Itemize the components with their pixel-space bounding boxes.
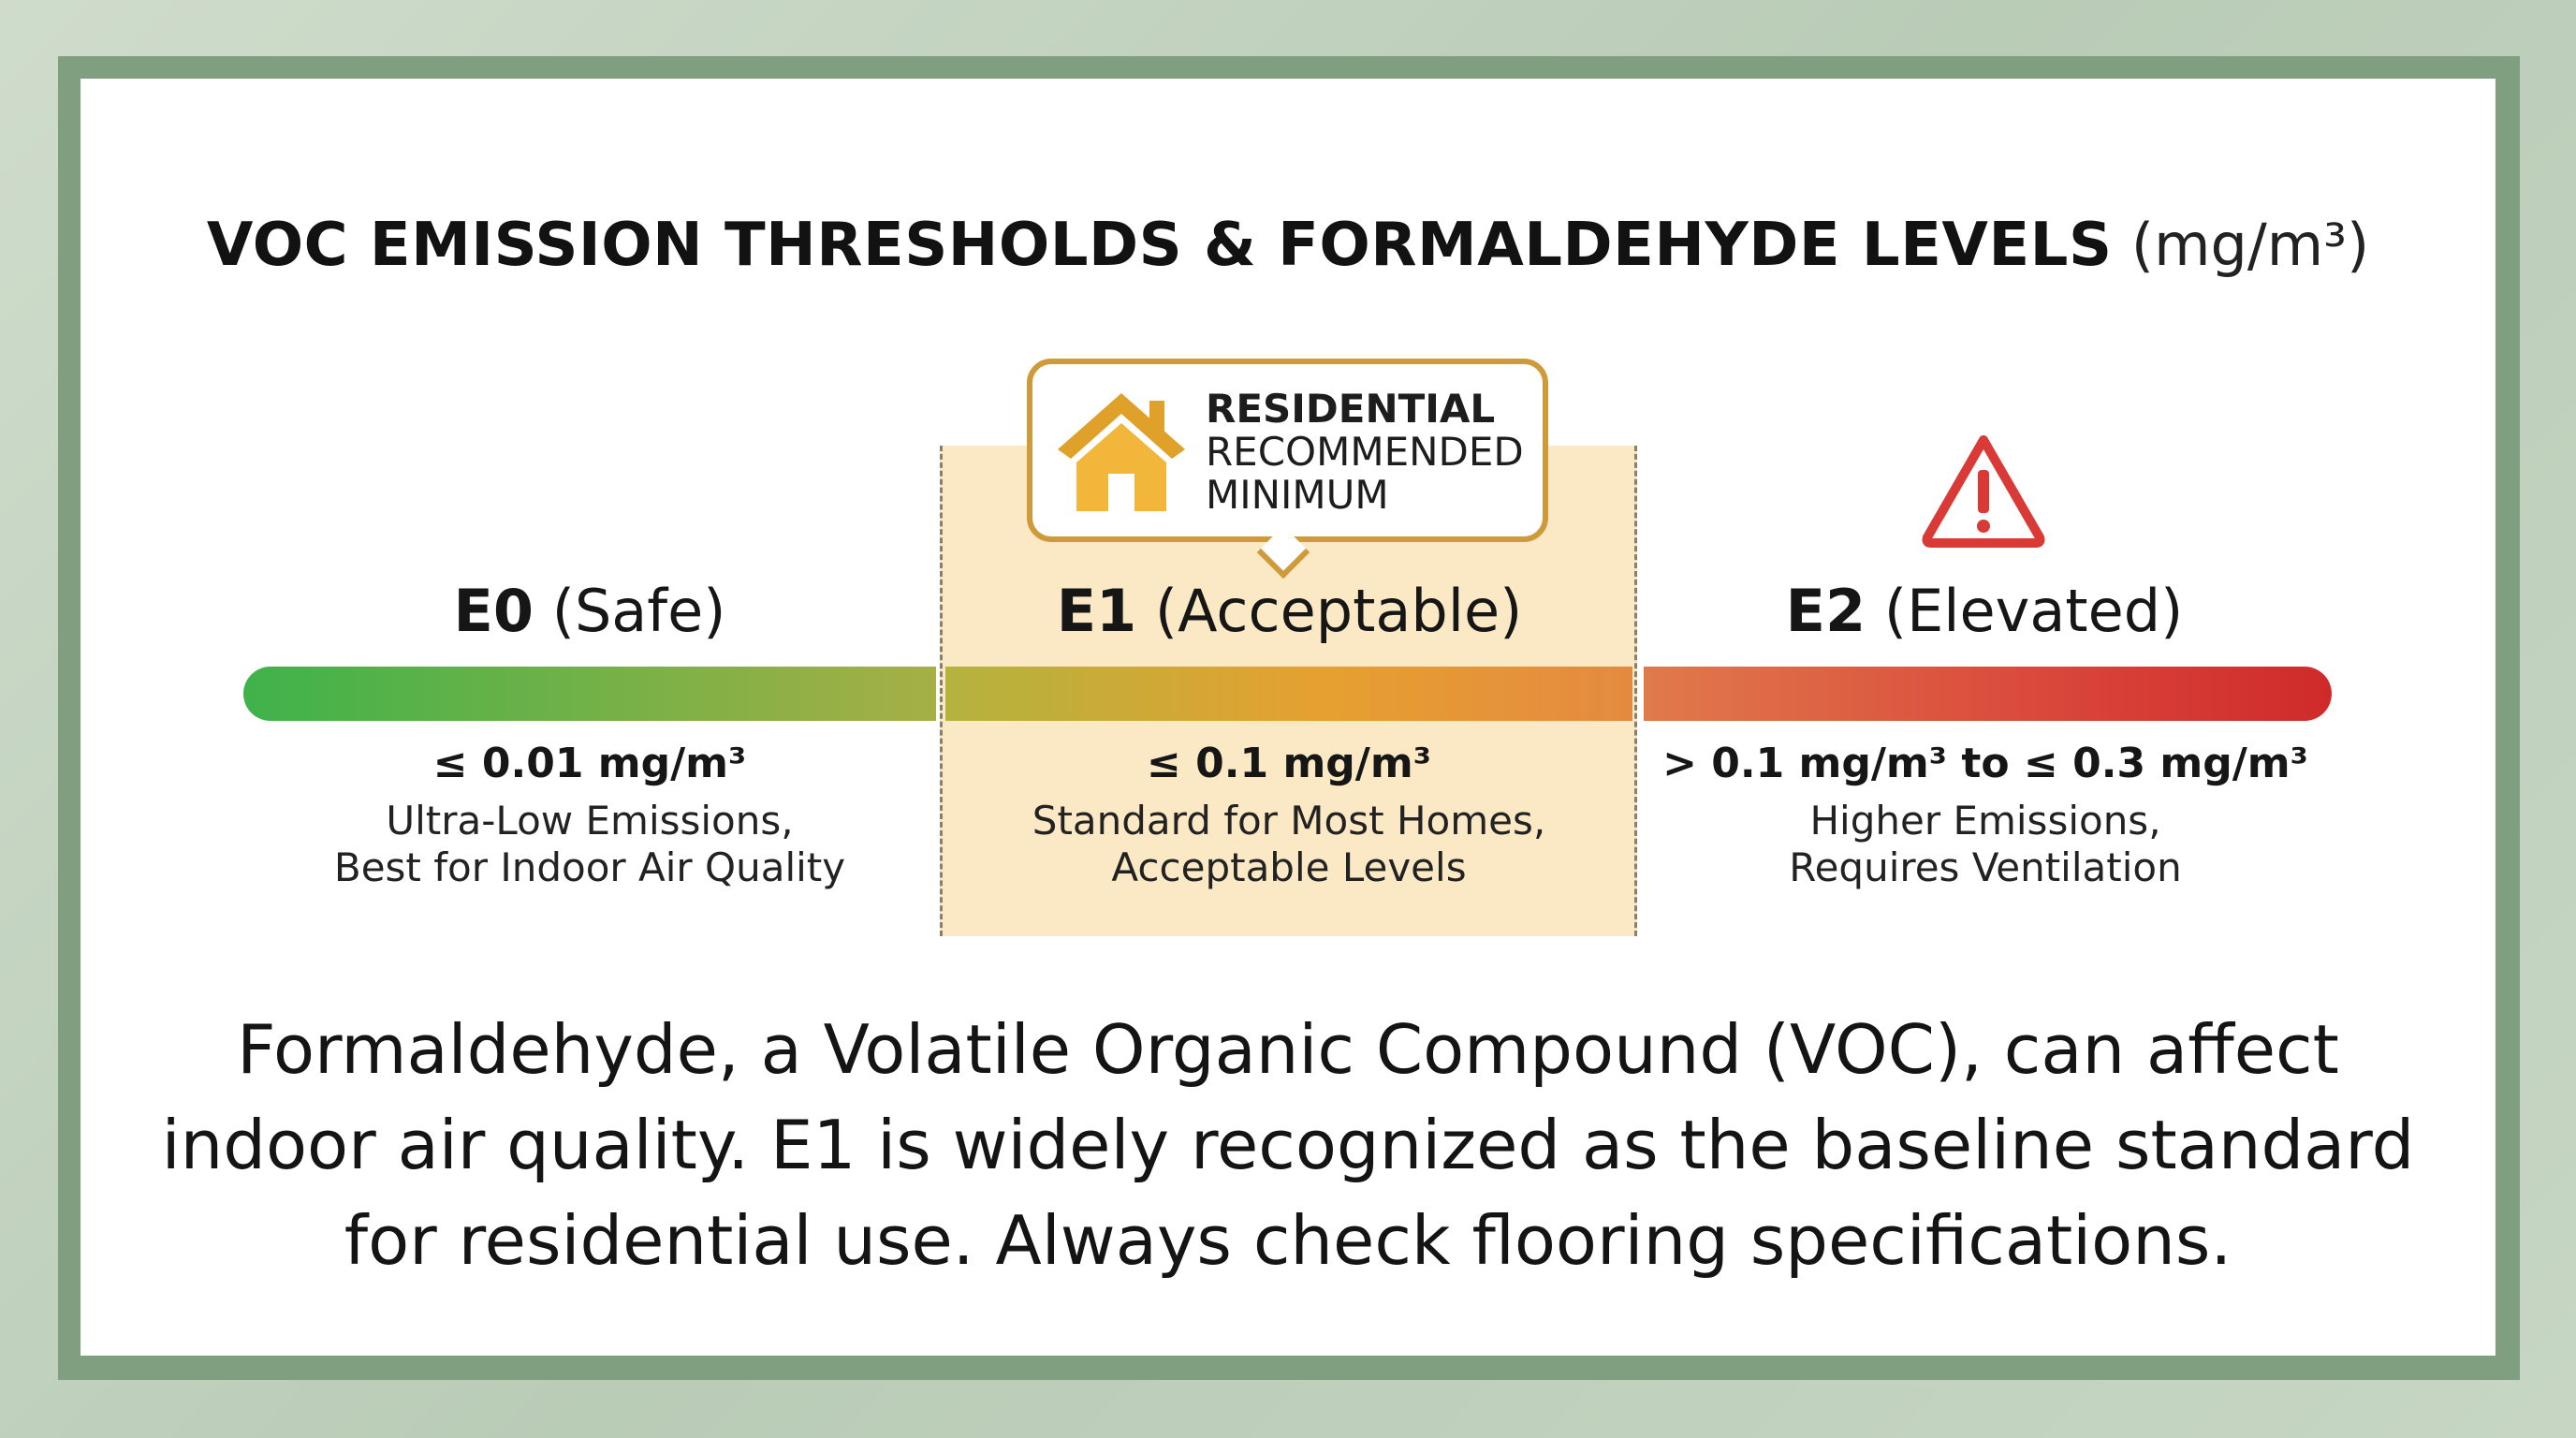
explanation-line3: for residential use. Always check flooring specifications. [344,1201,2232,1280]
callout-text [1206,388,1543,517]
level-e1-label [1030,577,1549,645]
level-e2-bar [1644,667,2332,721]
level-e1-note-line2: Acceptable Levels [1111,844,1467,890]
level-e2-note-line2: Requires Ventilation [1789,844,2182,890]
explanation-line2: indoor air quality. E1 is widely recognized as the baseline standard [161,1106,2415,1184]
level-e1-note-line1: Standard for Most Homes, [1032,798,1546,844]
level-e0-code: E0 [453,577,534,645]
title-unit: (mg/m³) [2130,211,2370,279]
level-e2-code: E2 [1785,577,1866,645]
level-e1-threshold: ≤ 0.1 mg/m³ [1147,740,1431,787]
level-e1-bar [945,667,1632,721]
level-e2-note [1705,798,2266,891]
callout-line2: RECOMMENDED [1206,429,1524,475]
level-e0-note [309,798,871,891]
explanation-paragraph [0,1002,2576,1288]
level-e0-desc: (Safe) [551,577,726,645]
house-icon [1052,388,1191,515]
title-main: VOC EMISSION THRESHOLDS & FORMALDEHYDE LEVELS [206,211,2113,280]
level-e2-desc: (Elevated) [1883,577,2184,645]
level-e1-code: E1 [1056,577,1137,645]
level-e2-label [1741,577,2228,645]
level-e2-note-line1: Higher Emissions, [1809,798,2161,844]
level-e0-note-line2: Best for Indoor Air Quality [333,844,846,890]
level-e1-note [1008,798,1570,891]
warning-triangle-icon [1920,433,2047,549]
callout-line3: MINIMUM [1206,472,1389,518]
callout-line1: RESIDENTIAL [1206,386,1496,432]
level-e1-desc: (Acceptable) [1154,577,1523,645]
level-e0-label [374,577,805,645]
page-title [0,211,2576,280]
explanation-line1: Formaldehyde, a Volatile Organic Compound (VOC), can affect [237,1010,2339,1089]
level-e2-threshold: > 0.1 mg/m³ to ≤ 0.3 mg/m³ [1662,740,2308,787]
level-e0-bar [243,667,936,721]
level-e0-note-line1: Ultra-Low Emissions, [386,798,794,844]
level-e0-threshold: ≤ 0.01 mg/m³ [432,740,747,787]
